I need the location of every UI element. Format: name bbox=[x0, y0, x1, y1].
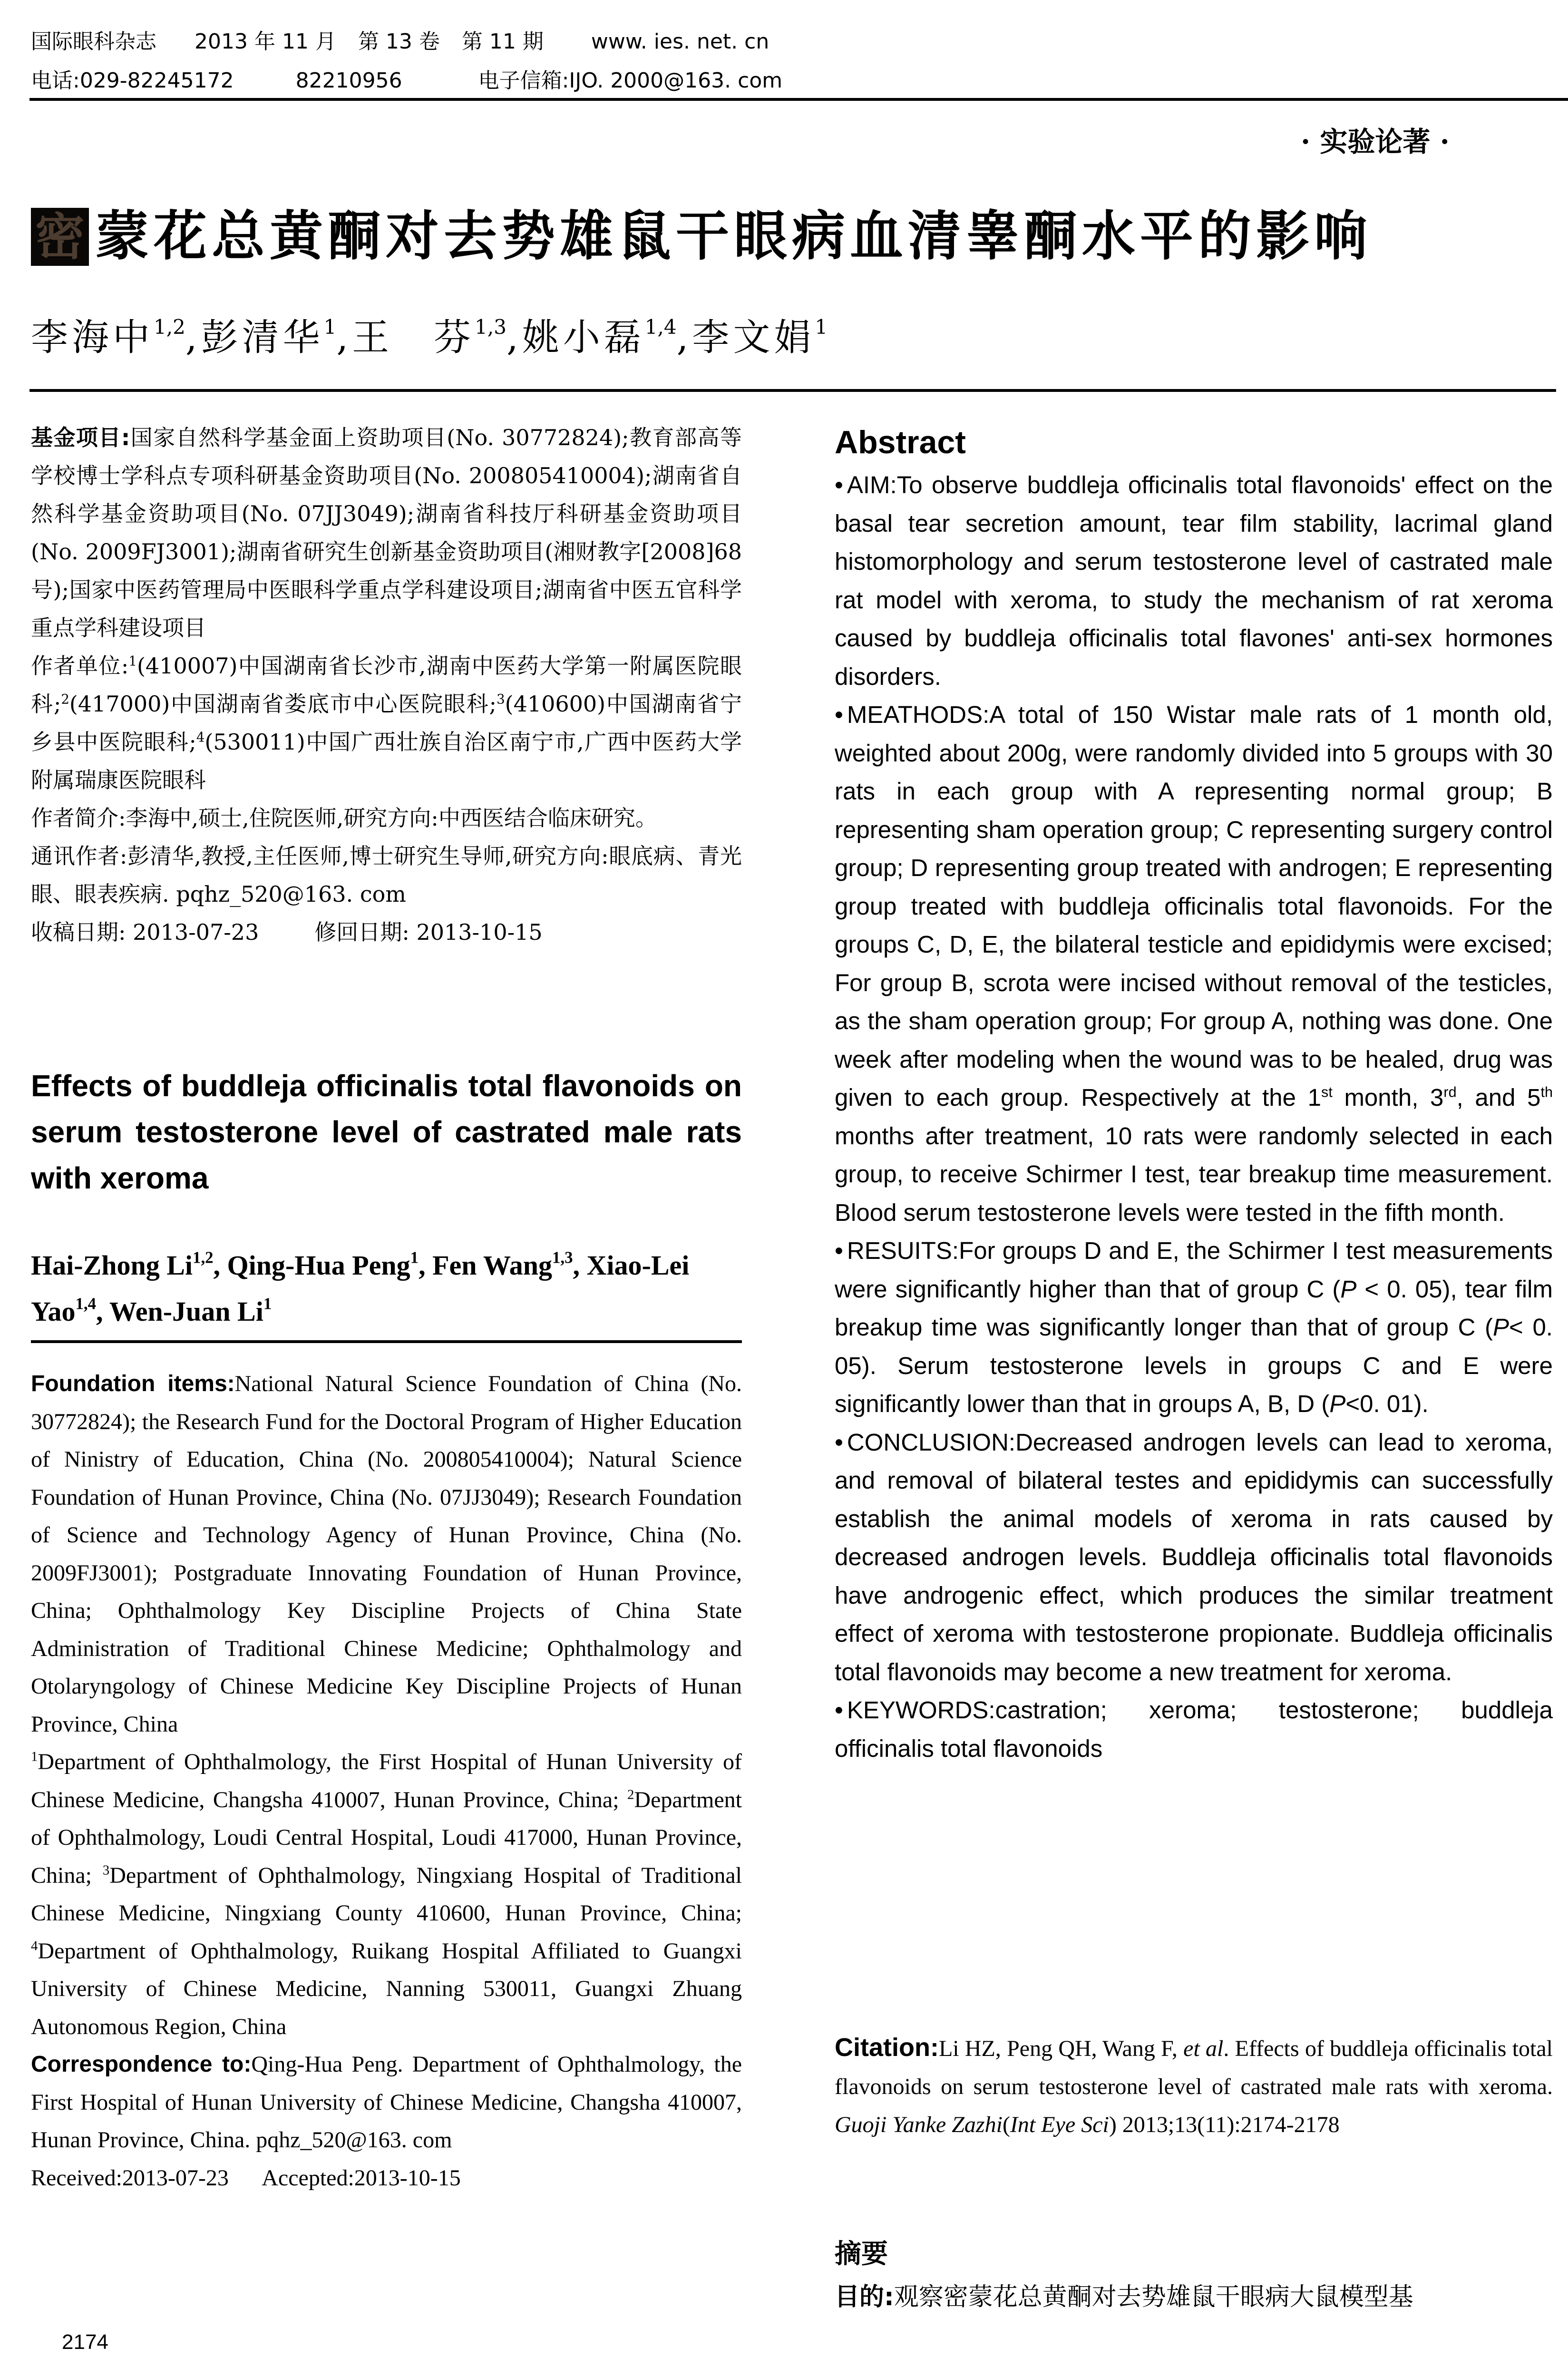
conclusion-label: CONCLUSION: bbox=[847, 1428, 1016, 1456]
authors-cn: 李海中$^{1,2}$,彭清华$^1$,王 芬$^{1,3}$,姚小磊$^{1,4}$,李文娟$^1$ bbox=[31, 315, 828, 359]
author-name: 彭清华 bbox=[201, 316, 324, 359]
funding-label: 基金项目: bbox=[31, 425, 130, 450]
cn-metadata bbox=[31, 419, 742, 951]
results-text: < 0. 05). Serum testosterone levels in groups C and E were significantly lower than that in groups A, B, D ( bbox=[835, 1314, 1553, 1417]
author-name: 李海中 bbox=[31, 316, 154, 359]
keywords-label: KEYWORDS: bbox=[847, 1696, 995, 1724]
author-affiliation: 1,4 bbox=[644, 315, 677, 339]
citation-text: . Effects of buddleja officinalis total flavonoids on serum testosterone level of castrated male rats with xeroma. bbox=[835, 2036, 1553, 2099]
author-name: 王 芬 bbox=[352, 316, 475, 359]
section-label: · 实验论著 · bbox=[1301, 126, 1450, 158]
dept-sup: 4 bbox=[31, 1938, 38, 1954]
keywords-text: castration; xeroma; testosterone; buddleja officinalis total flavonoids bbox=[835, 1696, 1553, 1762]
correspondence-label: Correspondence to: bbox=[31, 2052, 252, 2077]
p-value-symbol: P bbox=[1493, 1314, 1510, 1341]
journal-name: 国际眼科杂志 bbox=[31, 29, 156, 54]
author-affiliation: 1,2 bbox=[154, 315, 185, 339]
header-rule bbox=[29, 98, 1568, 101]
methods-label: MEATHODS: bbox=[847, 701, 990, 728]
page-number: 2174 bbox=[62, 2330, 108, 2354]
author-affiliation: 1,3 bbox=[552, 1248, 573, 1267]
results-text: <0. 01). bbox=[1345, 1390, 1429, 1417]
corresponding-cn bbox=[31, 837, 742, 913]
bullet-icon: • bbox=[835, 701, 843, 728]
en-metadata bbox=[31, 1365, 742, 2197]
results-text: For groups D and E, the Schirmer I test measurements were significantly higher than that of group C ( bbox=[835, 1237, 1553, 1303]
methods-text: , and 5 bbox=[1456, 1084, 1541, 1111]
received-date-en: Received:2013-07-23 bbox=[31, 2165, 229, 2191]
author-affiliation: 1 bbox=[815, 315, 828, 339]
bullet-icon: • bbox=[835, 1696, 843, 1724]
abstract-methods bbox=[835, 696, 1553, 1232]
affil-2: (417000)中国湖南省娄底市中心医院眼科; bbox=[69, 691, 497, 717]
corr-label: 通讯作者: bbox=[31, 843, 127, 869]
author-bio-cn bbox=[31, 799, 742, 837]
author-name: Hai-Zhong Li bbox=[31, 1250, 193, 1281]
citation-label: Citation: bbox=[835, 2033, 939, 2062]
dept-sup: 3 bbox=[102, 1862, 110, 1878]
dept-sup: 2 bbox=[627, 1787, 634, 1802]
author-affiliation: 1 bbox=[323, 315, 337, 339]
article-title-en: Effects of buddleja officinalis total flavonoids on serum testosterone level of castrated male rats with xeroma bbox=[31, 1069, 742, 1195]
methods-text: A total of 150 Wistar male rats of 1 month old, weighted about 200g, were randomly divided into 5 groups with 30 rats in each group with A representing normal group; B representing sham operation group; C representing surgery control group; D representing group treated with androgen; E representing group treated with buddleja officinalis total flavonoids. For the groups C, D, E, the bilateral testicle and epididymis were excised; For group B, scrota were incised without removal of the testicles, as the sham operation group; For group A, nothing was done. One week after modeling when the wound was to be healed, drug was given to each group. Respectively at the 1 bbox=[835, 701, 1553, 1111]
title-rule bbox=[29, 389, 1556, 392]
journal-website[interactable]: www. ies. net. cn bbox=[591, 29, 769, 54]
bullet-icon: • bbox=[835, 471, 843, 498]
ordinal-sup: st bbox=[1321, 1084, 1333, 1101]
author-name: 李文娟 bbox=[692, 316, 815, 359]
phone-2: 82210956 bbox=[295, 68, 402, 93]
funding-text: 国家自然科学基金面上资助项目(No. 30772824);教育部高等学校博士学科点专项科研基金资助项目(No. 200805410004);湖南省自然科学基金资助项目(No. 07JJ3049);湖南省科技厅科研基金资助项目(No. 2009FJ3001);湖南省研究生创新基金资助项目(湘财教字[2008]68 号);国家中医药管理局中医眼科学重点学科建设项目;湖南省中医五官科学重点学科建设项目 bbox=[31, 425, 742, 641]
received-date: 收稿日期: 2013-07-23 bbox=[31, 919, 259, 945]
author-affiliation: 1,4 bbox=[75, 1294, 96, 1313]
issue: 第 11 期 bbox=[461, 29, 544, 54]
citation-journal-en: Int Eye Sci bbox=[1010, 2112, 1109, 2137]
running-header-line-2 bbox=[31, 67, 782, 95]
foundation-text: National Natural Science Foundation of China (No. 30772824); the Research Fund for the Doctoral Program of Higher Education of Ninistry of Education, China (No. 200805410004); Natural Science Foundation of Hunan Province, China (No. 07JJ3049); Research Foundation of Science and Technology Agency of Hunan Province, China (No. 2009FJ3001); Postgraduate Innovating Foundation of Hunan Province, China; Ophthalmology Key Discipline Projects of China State Administration of Traditional Chinese Medicine; Ophthalmology and Otolaryngology of Chinese Medicine Key Discipline Projects of Hunan Province, China bbox=[31, 1371, 742, 1737]
affil-sup: 3 bbox=[497, 691, 505, 707]
citation-journal: Guoji Yanke Zazhi bbox=[835, 2112, 1003, 2137]
abstract-conclusion bbox=[835, 1423, 1553, 1692]
revised-date: 修回日期: 2013-10-15 bbox=[314, 919, 543, 945]
dept-1: Department of Ophthalmology, the First Hospital of Hunan University of Chinese Medicine, Changsha 410007, Hunan Province, China; bbox=[31, 1749, 742, 1812]
phone: 电话:029-82245172 bbox=[31, 68, 234, 93]
author-affiliation: 1,3 bbox=[475, 315, 506, 339]
aim-label: AIM: bbox=[847, 471, 897, 498]
dept-sup: 1 bbox=[31, 1749, 38, 1764]
citation-text: ) 2013;13(11):2174-2178 bbox=[1109, 2112, 1340, 2137]
bio-label: 作者简介: bbox=[31, 805, 126, 831]
abstract-body bbox=[835, 466, 1553, 1768]
ordinal-sup: rd bbox=[1443, 1084, 1457, 1101]
foundation-items bbox=[31, 1365, 742, 1743]
affil-4: (530011)中国广西壮族自治区南宁市,广西中医药大学附属瑞康医院眼科 bbox=[31, 729, 742, 793]
bullet-icon: • bbox=[835, 1237, 843, 1264]
author-name: Fen Wang bbox=[432, 1250, 552, 1281]
methods-text: month, 3 bbox=[1332, 1084, 1444, 1111]
correspondence bbox=[31, 2046, 742, 2159]
methods-text: months after treatment, 10 rats were randomly selected in each group, to receive Schirmer I test, tear breakup time measurement. Blood serum testosterone levels were tested in the fifth month. bbox=[835, 1122, 1553, 1226]
affiliations-cn bbox=[31, 647, 742, 799]
dept-3: Department of Ophthalmology, Ningxiang Hospital of Traditional Chinese Medicine, Ningxiang County 410600, Hunan Province, China; bbox=[31, 1862, 742, 1926]
author-affiliation: 1 bbox=[410, 1248, 419, 1267]
dates-cn bbox=[31, 913, 742, 951]
citation bbox=[835, 2028, 1553, 2144]
foundation-label: Foundation items: bbox=[31, 1371, 235, 1396]
correspondence-text: Qing-Hua Peng. Department of Ophthalmology, the First Hospital of Hunan University of Chinese Medicine, Changsha 410007, Hunan Province, China. pqhz_520@163. com bbox=[31, 2052, 742, 2153]
article-title-cn bbox=[31, 207, 1372, 266]
abstract-aim bbox=[835, 466, 1553, 696]
p-value-symbol: P bbox=[1329, 1390, 1346, 1417]
cn-aim-text: 观察密蒙花总黄酮对去势雄鼠干眼病大鼠模型基 bbox=[894, 2283, 1413, 2311]
corr-text: 彭清华,教授,主任医师,博士研究生导师,研究方向:眼底病、青光眼、眼表疾病. pqhz_520@163. com bbox=[31, 843, 742, 907]
abstract-results bbox=[835, 1232, 1553, 1423]
departments bbox=[31, 1743, 742, 2046]
ordinal-sup: th bbox=[1540, 1084, 1553, 1101]
bio-text: 李海中,硕士,住院医师,研究方向:中西医结合临床研究。 bbox=[126, 805, 657, 831]
affil-sup: 4 bbox=[196, 729, 205, 745]
p-value-symbol: P bbox=[1340, 1275, 1357, 1303]
journal-email[interactable]: 电子信箱:IJO. 2000@163. com bbox=[478, 68, 783, 93]
author-affiliation: 1 bbox=[263, 1294, 272, 1313]
cn-abstract-heading: 摘要 bbox=[835, 2239, 888, 2270]
affil-label: 作者单位: bbox=[31, 653, 129, 679]
dropcap-char: 密 bbox=[31, 208, 89, 266]
authors-en: Hai-Zhong Li$^{1,2}$, Qing-Hua Peng$^1$, Fen Wang$^{1,3}$, Xiao-Lei Yao$^{1,4}$, Wen-Juan Li$^1$ bbox=[31, 1248, 690, 1327]
citation-etal: et al bbox=[1183, 2036, 1224, 2061]
running-header-line-1 bbox=[31, 28, 769, 56]
aim-text: To observe buddleja officinalis total flavonoids' effect on the basal tear secretion amount, tear film stability, lacrimal gland histomorphology and serum testosterone level of castrated male rat model with xeroma, to study the mechanism of rat xeroma caused by buddleja officinalis total flavones' anti-sex hormones disorders. bbox=[835, 471, 1553, 690]
abstract-heading: Abstract bbox=[835, 424, 966, 460]
affil-sup: 1 bbox=[128, 653, 137, 669]
dept-2: Department of Ophthalmology, Loudi Central Hospital, Loudi 417000, Hunan Province, China; bbox=[31, 1787, 742, 1888]
affil-sup: 2 bbox=[61, 691, 69, 707]
citation-text: Li HZ, Peng QH, Wang F, bbox=[938, 2036, 1184, 2061]
dates-en bbox=[31, 2159, 742, 2197]
conclusion-text: Decreased androgen levels can lead to xeroma, and removal of bilateral testes and epididymis can successfully establish the animal models of xeroma in rats caused by decreased androgen levels. Buddleja officinalis total flavonoids have androgenic effect, which produces the similar treatment effect of xeroma with testosterone propionate. Buddleja officinalis total flavonoids may become a new treatment for xeroma. bbox=[835, 1428, 1553, 1685]
citation-paren: ( bbox=[1002, 2112, 1010, 2137]
results-text: < 0. 05), tear film breakup time was significantly longer than that of group C ( bbox=[835, 1275, 1553, 1341]
cn-aim-label: 目的: bbox=[835, 2283, 894, 2311]
issue-date: 2013 年 11 月 bbox=[195, 29, 336, 54]
author-affiliation: 1,2 bbox=[193, 1248, 214, 1267]
author-name: Xiao-Lei Yao bbox=[31, 1250, 690, 1327]
author-name: 姚小磊 bbox=[522, 316, 645, 359]
volume: 第 13 卷 bbox=[358, 29, 440, 54]
funding-cn bbox=[31, 419, 742, 647]
results-label: RESUITS: bbox=[847, 1237, 959, 1264]
affil-1: (410007)中国湖南省长沙市,湖南中医药大学第一附属医院眼科; bbox=[31, 653, 742, 717]
author-name: Qing-Hua Peng bbox=[227, 1250, 410, 1281]
accepted-date-en: Accepted:2013-10-15 bbox=[262, 2165, 461, 2191]
affil-3: (410600)中国湖南省宁乡县中医院眼科; bbox=[31, 691, 742, 755]
dept-4: Department of Ophthalmology, Ruikang Hospital Affiliated to Guangxi University of Chinese Medicine, Nanning 530011, Guangxi Zhuang Autonomous Region, China bbox=[31, 1938, 742, 2039]
cn-abstract-aim bbox=[835, 2278, 1553, 2316]
author-name: Wen-Juan Li bbox=[109, 1296, 263, 1327]
abstract-keywords bbox=[835, 1691, 1553, 1768]
title-text: 蒙花总黄酮对去势雄鼠干眼病血清睾酮水平的影响 bbox=[96, 205, 1372, 267]
bullet-icon: • bbox=[835, 1428, 843, 1456]
left-column-rule bbox=[31, 1340, 742, 1343]
